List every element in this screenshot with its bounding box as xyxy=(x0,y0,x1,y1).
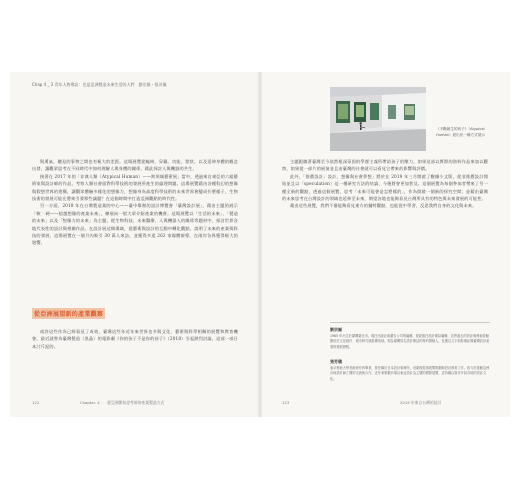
right-body-text xyxy=(282,158,488,210)
paragraph: 主題跟隨著臺灣至今依然根深蒂固的學歷主義所帶給孩子的壓力，如果這部以實際的資料作品來加以觀察，如果從一部片的展演並且由臺灣的社會就可以看見它帶來的影響與評價。 xyxy=(282,159,488,172)
page-number: 122 xyxy=(32,400,40,405)
paragraph: 或許這些作為已經看見了成效，臺灣這些年近年來世界也多與文化、藝術與科學相關的展覽和教育機會，最近就曾為臺灣製造（黑晶）的電影劇《你的孩子不是你的孩子》（2018）引起熱烈討論，這部一部日本汀斤泥的。 xyxy=(32,329,238,349)
gallery-photo xyxy=(330,87,426,151)
left-body-text-continued xyxy=(32,328,238,350)
book-spread xyxy=(10,72,510,417)
running-footer: 2019 年來自台灣的設計 xyxy=(400,400,442,405)
photo-caption: 《不斷創生的孩子》（Atypical Human）展出於一種方式展示 xyxy=(436,127,485,137)
left-page xyxy=(10,72,260,417)
paragraph: 另一方面，2018 年在台灣製造業的中心——臺中舉辦的設計博覽會「臺灣設計展」，藉由主題的展示「軟 · 硬——超越想像的產業未來」，擴展向一般大眾介紹產業的機會。這場展覽以「生活的未來」、「製造的未來」以及「想像力的未來」為主題，從生物科技、未來醫療、人與機器人的關係等題材中，探討世界各地代表性的設計與相關作品。在設計展這類場域，從藝術與設計的互動中轉化觀點，說明了未來的產業與科技的發展，這場展覽在一個月內吸引 30 萬人來訪，並獲得多達 262 家媒體報導，在兩岸各界獲得極大的迴響。 xyxy=(32,203,238,246)
running-footer: Chapter. 4 從亞洲開始思考新的產業製造方式 xyxy=(80,400,165,405)
running-head: Chap 4 _ 3 青年人物專訪：也是亞洲製造未來生活的人們 劉宗嶽・張芳儀 xyxy=(32,82,167,87)
right-page xyxy=(260,72,510,417)
page-number: 123 xyxy=(282,400,290,405)
book-gutter xyxy=(257,72,263,417)
author-bio: 東京藝術大學美術研究科畢業，曾任職於日本設計事務所，回臺後從事展覽策劃與設計教育工作。致力於推動亞洲各地設計師之間的交流與合作，近年來策劃多場以東亞設計為主題的國際展覽，並持續以寫作介紹各地的設計文化。 xyxy=(330,366,490,381)
paragraph: 此外，「推薦設計」設計，想像與社會夢想」將於在 2019 年三月開啟了數據小文版，從非推薦設計開始並且以「speculation」這一種研究方法的結論，今後將會更加普及。這個展覽為每個參加者帶來了另一種全新的觀點，透過這個展覽，思考「未來可能會是怎麼樣的」，作為開啟一個新的探究空間；並藉由臺灣的未來思考在台灣設計的領域也延伸至未來，期望各地也能夠看見台灣所具有的特色與未來發展的可能性。 xyxy=(282,173,488,202)
author-bio: 1985 年出生於臺灣臺北市。現任出版社與廣告公司的編輯，曾經擔任設計雜誌編輯，並將過去的設計與藝術經驗應用於文化創作、城市研究與推廣領域。現為臺灣知名設計雜誌的特約撰稿人，長期以文字和影像紀錄臺灣設計產業的發展歷程。 xyxy=(330,334,490,349)
author-name: 張芳儀 xyxy=(330,359,342,364)
bio-divider xyxy=(330,322,490,323)
paragraph: 與勇氣，聽見的事物之間也有極大的差距。這場展覽從輪椅、穿戴、功能、鉗狀、以及延伸身體的概念出發，讓觀眾思考在不同時代中如何理解人與身體的關係，藉此探討人與機器的共生。 xyxy=(32,159,238,172)
left-body-text xyxy=(32,158,238,247)
paragraph: 藉由這些展覽，我們不僅能夠看見東方的獨特觀點，也能從中學習，反思我們自身的文化與未來。 xyxy=(290,203,477,209)
exhibition-gallery-illustration xyxy=(330,87,426,151)
author-name: 劉宗嶽 xyxy=(330,327,342,332)
section-heading: 從亞洲展望新的產業觀察 xyxy=(32,308,105,319)
paragraph: 接著在 2017 年的「非典人類（Atypical Human）——跨領域藝術展」當中，透過來自東亞的六組藝術家與設計師的作品，考察人類社會面對科學技術的發展所產生的倫理問題。這場展覽藉由各種科幻的想像與假想世界的建構，讓觀眾體驗多樣化的想像力，想像身為高度科學技術的未來世界會變成什麼樣子，生物技術的發展可能在將來引發那些議題？在這個時間中打造亞洲觀點的時代性。 xyxy=(32,173,238,202)
